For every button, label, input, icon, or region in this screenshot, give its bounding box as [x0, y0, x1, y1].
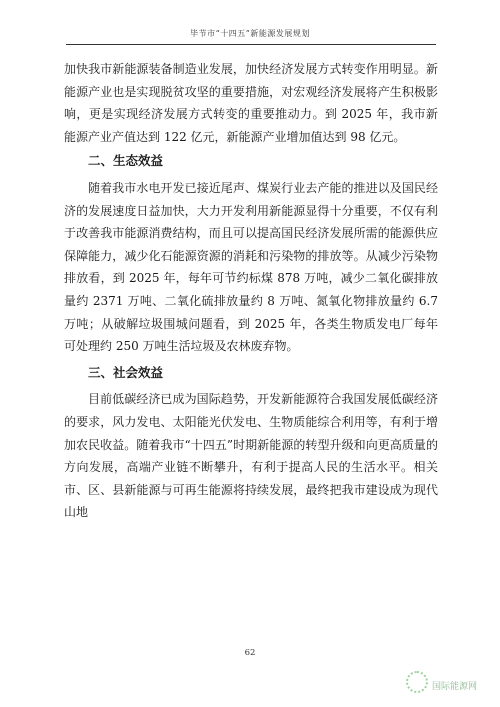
watermark-text: 国际能源网	[432, 682, 478, 692]
watermark-circle-icon	[406, 671, 428, 693]
paragraph-social-benefits: 目前低碳经济已成为国际趋势，开发新能源符合我国发展低碳经济的要求，风力发电、太阳能光伏发电、生物质能综合利用等，有利于增加农民收益。随着我市“十四五”时期新能源的转型升级和向更高质量的方向发展，高端产业链不断攀升，有利于提高人民的生活水平。相关市、区、县新能源与可再生能源将持续发展，最终把我市建设成为现代山地	[64, 392, 438, 520]
heading-social-benefits: 三、社会效益	[88, 364, 164, 380]
page-number: 62	[244, 648, 256, 658]
header-rule	[66, 44, 436, 45]
heading-ecological-benefits: 二、生态效益	[88, 153, 164, 169]
watermark-logo	[406, 669, 486, 697]
paragraph-ecological-benefits: 随着我市水电开发已接近尾声、煤炭行业去产能的推进以及国民经济的发展速度日益加快，大力开发利用新能源显得十分重要，不仅有利于改善我市能源消费结构，而且可以提高国民经济发展所需的能源供应保障能力，减少化石能源资源的消耗和污染物的排放等。从减少污染物排放看，到 2025 年，每年可节约标煤 878 万吨，减少二氧化碳排放量约 2371 万吨、二氧化硫排放量约 8 万吨、氮氧化物排放量约 6.7 万吨；从破解垃圾围城问题看，到 2025 年，各类生物质发电厂每年可处理约 250 万吨生活垃圾及农林废弃物。	[64, 180, 438, 354]
paragraph-economic-continued: 加快我市新能源装备制造业发展，加快经济发展方式转变作用明显。新能源产业也是实现脱贫攻坚的重要措施，对宏观经济发展将产生积极影响，更是实现经济发展方式转变的重要推动力。到 2025 年，我市新能源产业产值达到 122 亿元，新能源产业增加值达到 98 亿元。	[64, 62, 438, 144]
running-header: 毕节市“十四五”新能源发展规划	[190, 29, 310, 38]
page-body	[64, 58, 438, 524]
